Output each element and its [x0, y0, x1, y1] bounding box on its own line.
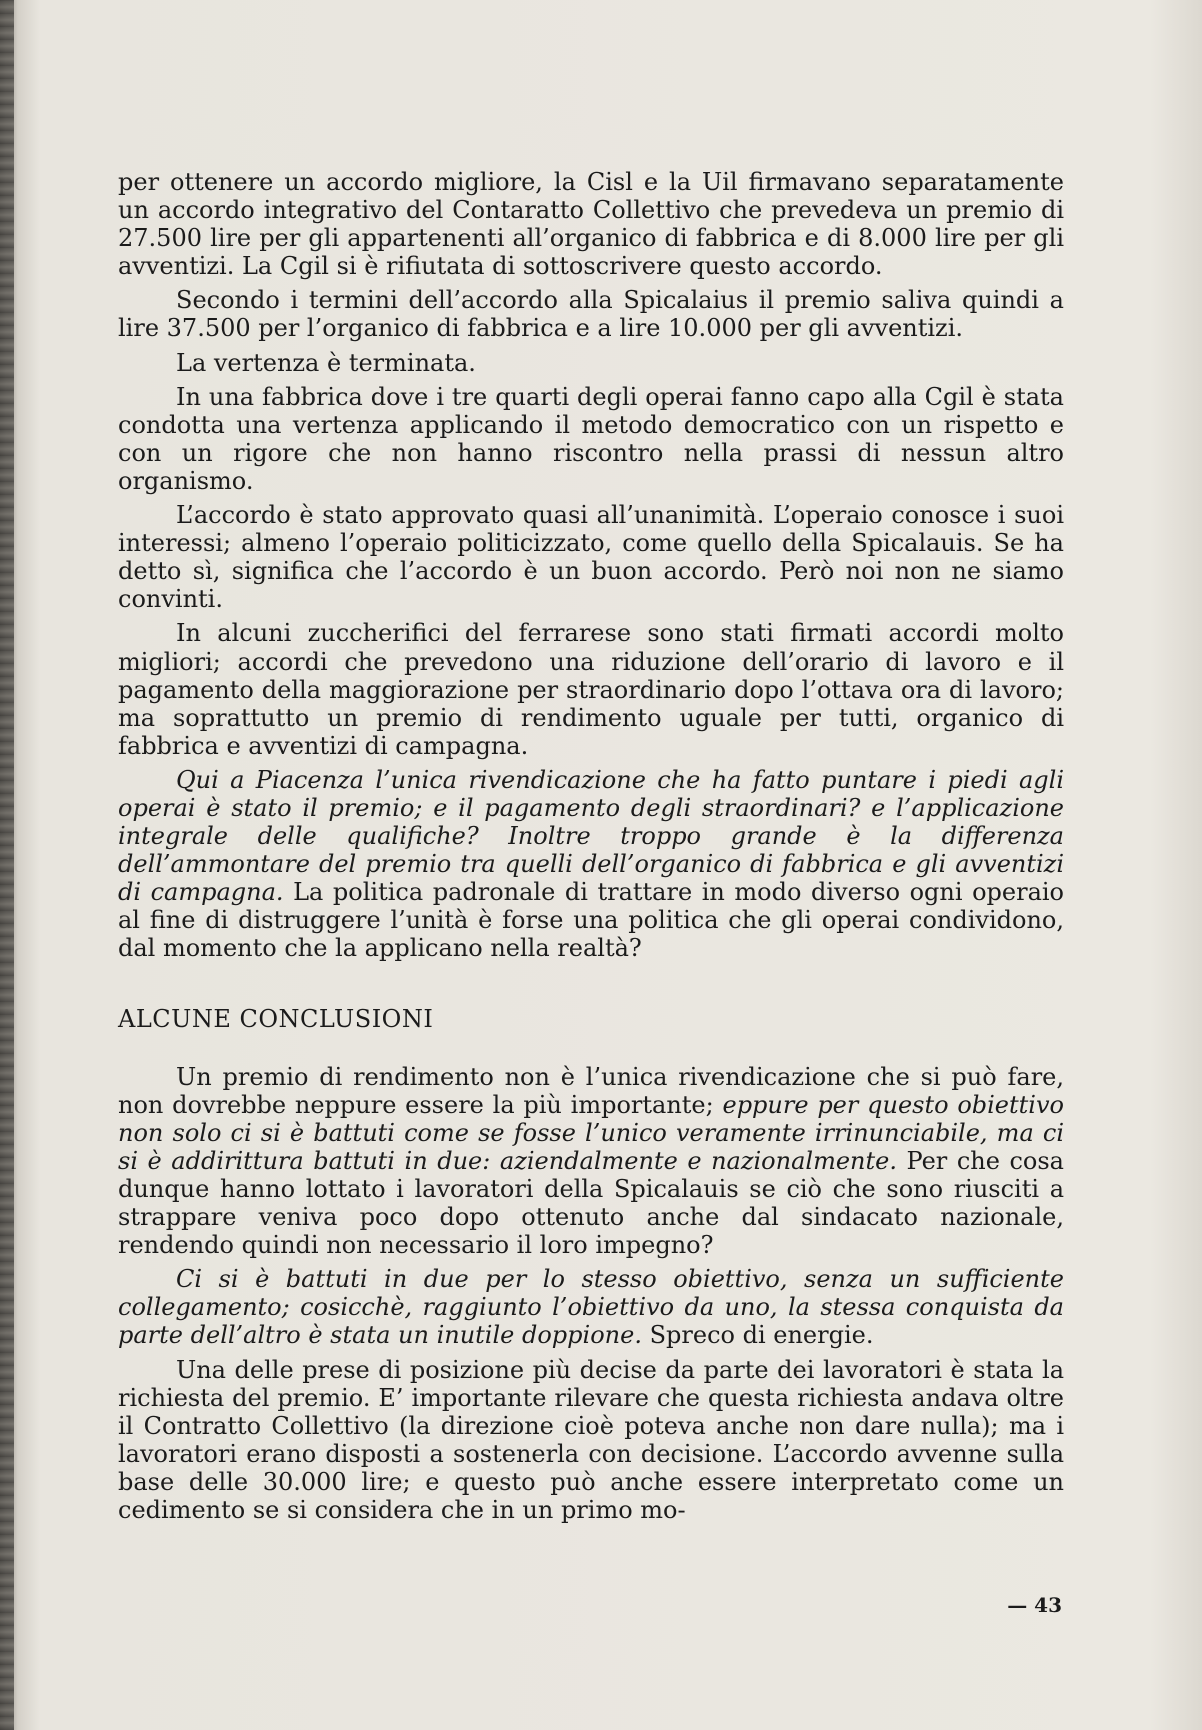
italic-span: Ci si è battuti in due per lo stesso obiettivo, senza un sufficiente collegamento; cosicchè, raggiunto l’obiettivo da uno, la stessa conquista da parte dell’altro è stata un inutile doppione. — [118, 1265, 1064, 1350]
italic-span: Qui a Piacenza l’unica rivendicazione che ha fatto puntare i piedi agli operai è stato il premio; e il pagamento degli straordinari? e l’applicazione integrale delle qualifiche? Inoltre troppo grande è la differenza dell’ammontare del premio tra quelli dell’organico di fabbrica e gli avventizi di campagna. — [118, 765, 1064, 907]
text-span: La politica padronale di trattare in modo diverso ogni operaio al fine di distruggere l’unità è forse una politica che gli operai condividono, dal momento che la applicano nella realtà? — [118, 878, 1065, 963]
paragraph: L’accordo è stato approvato quasi all’unanimità. L’operaio conosce i suoi interessi; almeno l’operaio politicizzato, come quello della Spicalauis. Se ha detto sì, significa che l’accordo è un buon accordo. Però noi non ne siamo convinti. — [118, 501, 1064, 614]
section-heading: ALCUNE CONCLUSIONI — [118, 1004, 434, 1033]
paragraph-battuti — [118, 1265, 1064, 1349]
paragraph: Secondo i termini dell’accordo alla Spicalaius il premio saliva quindi a lire 37.500 per l’organico di fabbrica e a lire 10.000 per gli avventizi. — [118, 286, 1064, 343]
paragraph: per ottenere un accordo migliore, la Cisl e la Uil firmavano separatamente un accordo integrativo del Contaratto Collettivo che prevedeva un premio di 27.500 lire per gli appartenenti all’organico di fabbrica e di 8.000 lire per gli avventizi. La Cgil si è rifiutata di sottoscrivere questo accordo. — [118, 168, 1064, 281]
page-number: — 43 — [1007, 1593, 1062, 1617]
paragraph: In una fabbrica dove i tre quarti degli operai fanno capo alla Cgil è stata condotta una vertenza applicando il metodo democratico con un rispetto e con un rigore che non hanno riscontro nella prassi di nessun altro organismo. — [118, 382, 1064, 495]
paragraph: La vertenza è terminata. — [176, 348, 476, 377]
paragraph: In alcuni zuccherifici del ferrarese sono stati firmati accordi molto migliori; accordi che prevedono una riduzione dell’orario di lavoro e il pagamento della maggiorazione per straordinario dopo l’ottava ora di lavoro; ma soprattutto un premio di rendimento uguale per tutti, organico di fabbrica e avventizi di campagna. — [118, 619, 1064, 760]
book-spine-shadow — [0, 0, 14, 1730]
italic-span: eppure per questo obiettivo non solo ci si è battuti come se fosse l’unico veramente irrinunciabile, ma ci si è addirittura battuti in due: aziendalmente e nazionalmente. — [118, 1090, 1064, 1175]
text-span: Spreco di energie. — [641, 1321, 874, 1350]
paragraph-premio — [118, 1063, 1064, 1260]
paragraph-prese: Una delle prese di posizione più decise da parte dei lavoratori è stata la richiesta del premio. E’ importante rilevare che questa richiesta andava oltre il Contratto Collettivo (la direzione cioè poteva anche non dare nulla); ma i lavoratori erano disposti a sostenerla con decisione. L’accordo avvenne sulla base delle 30.000 lire; e questo può anche essere interpretato come un cedimento se si considera che in un primo mo- — [118, 1355, 1064, 1525]
paragraph-piacenza — [118, 766, 1064, 963]
text-span: Per che cosa dunque hanno lottato i lavoratori della Spicalauis se ciò che sono riusciti a strappare veniva poco dopo ottenuto anche dal sindacato nazionale, rendendo quindi non necessario il loro impegno? — [118, 1146, 1064, 1260]
body-text — [118, 168, 1064, 1530]
text-span: Un premio di rendimento non è l’unica rivendicazione che si può fare, non dovrebbe neppure essere la più importante; — [118, 1062, 1064, 1119]
